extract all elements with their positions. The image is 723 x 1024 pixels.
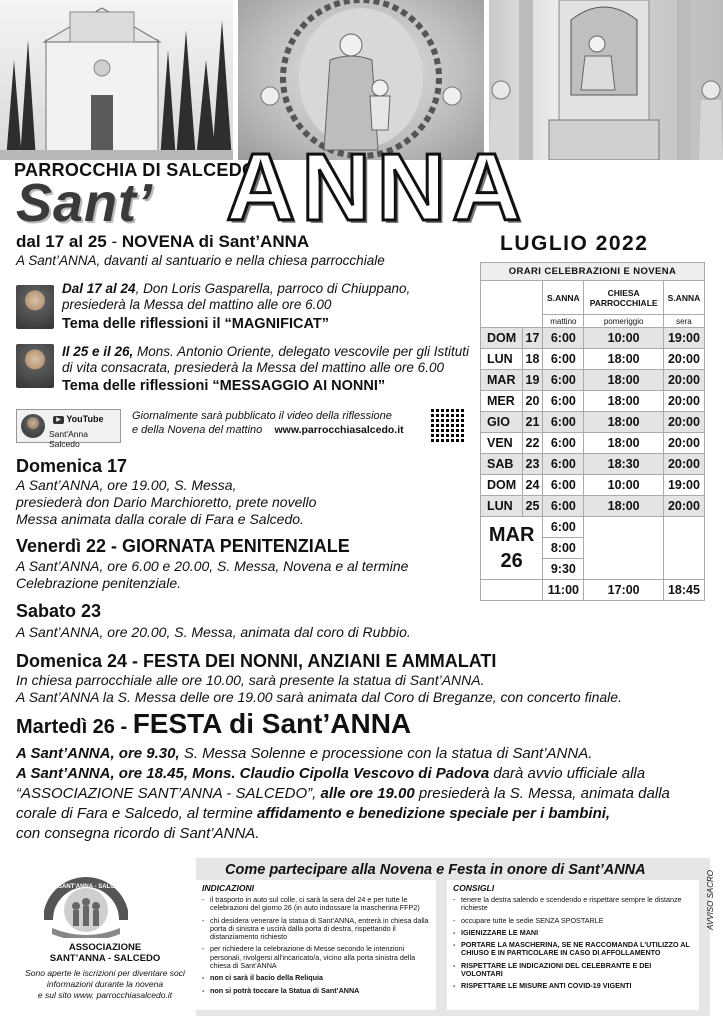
row-time-santanna-morning: 6:00	[543, 475, 584, 496]
row-day: SAB	[481, 454, 523, 475]
schedule-row	[481, 496, 705, 517]
avviso-sacro: AVVISO SACRO	[706, 869, 715, 930]
mar26-blank-c	[663, 517, 704, 580]
schedule-rows	[481, 328, 705, 517]
mar26-time-3: 9:30	[543, 559, 584, 580]
website-link[interactable]: www.parrocchiasalcedo.it	[274, 424, 404, 436]
bullet-icon: -	[202, 915, 205, 925]
assoc-info-1: Sono aperte le iscrizioni per diventare soci	[25, 968, 185, 978]
row-num: 20	[522, 391, 543, 412]
bullet-icon: -	[202, 985, 205, 995]
ven22-line2: Celebrazione penitenziale.	[16, 575, 181, 591]
assoc-info	[14, 968, 196, 1001]
mar26-blank-label	[481, 580, 543, 601]
bullet-icon: -	[453, 915, 456, 925]
p2-tema: Tema delle riflessioni “MESSAGGIO AI NONNI”	[62, 378, 386, 394]
advice-item: - RISPETTARE LE INDICAZIONI DEL CELEBRANTE E DEI VOLONTARI	[453, 960, 652, 979]
advice-panel	[447, 880, 699, 1010]
row-time-santanna-morning: 6:00	[543, 433, 584, 454]
title-anna: ANNA	[226, 134, 528, 241]
row-day: MER	[481, 391, 523, 412]
dom17-line3: Messa animata dalla corale di Fara e Salcedo.	[16, 511, 304, 527]
row-time-santanna-evening: 20:00	[663, 370, 704, 391]
sub-mattino: mattino	[543, 315, 584, 328]
mar26-l4b: affidamento e benedizione speciale per i bambini,	[256, 805, 611, 822]
row-day: VEN	[481, 433, 523, 454]
mar26-l3c: presiederà la S. Messa, animata dalla	[414, 785, 670, 802]
video-text1: Giornalmente sarà pubblicato il video della riflessione	[132, 410, 392, 422]
mar26-day-label: Martedì 26 -	[16, 716, 133, 738]
ven22-line1: A Sant’ANNA, ore 6.00 e 20.00, S. Messa, Novena e al termine	[16, 558, 409, 574]
novena-text: NOVENA di Sant’ANNA	[121, 232, 310, 251]
row-time-santanna-evening: 20:00	[663, 391, 704, 412]
schedule-table	[480, 262, 705, 601]
schedule-blank-sub	[481, 315, 543, 328]
novena-p2	[62, 344, 469, 376]
row-num: 24	[522, 475, 543, 496]
advice-item: - PORTARE LA MASCHERINA, SE NE RACCOMANDA L'UTILIZZO AL CHIUSO E IN PARTICOLARE IN CASO DI AFFOLLAMENTO	[453, 940, 690, 958]
row-time-chiesa: 18:00	[584, 496, 664, 517]
sub-sera: sera	[663, 315, 704, 328]
indication-item: - non ci sarà il bacio della Reliquia	[202, 973, 324, 983]
festa-title: FESTA di Sant’ANNA	[132, 708, 412, 739]
info-heading: Come partecipare alla Novena e Festa in onore di Sant’ANNA	[225, 862, 646, 878]
row-day: LUN	[481, 496, 523, 517]
mar26-body	[16, 744, 670, 844]
novena-p1	[62, 281, 410, 313]
row-time-chiesa: 18:00	[584, 391, 664, 412]
row-day: DOM	[481, 328, 523, 349]
row-day: LUN	[481, 349, 523, 370]
novena-subtitle: A Sant’ANNA, davanti al santuario e nella chiesa parrocchiale	[16, 253, 385, 268]
p1-text1: , Don Loris Gasparella, parroco di Chiuppano,	[135, 281, 411, 296]
mar26-time-1: 6:00	[543, 517, 584, 538]
p2-text2: di vita consacrata, presiederà la Messa del mattino alle ore 6.00	[62, 360, 444, 375]
mar26-time-2: 8:00	[543, 538, 584, 559]
row-num: 23	[522, 454, 543, 475]
row-day: MAR	[481, 370, 523, 391]
schedule-row	[481, 349, 705, 370]
row-time-santanna-morning: 6:00	[543, 328, 584, 349]
col-santanna-2: S.ANNA	[663, 281, 704, 315]
mar26-l2b: darà avvio ufficiale alla	[489, 765, 646, 782]
channel-avatar	[21, 414, 45, 438]
assoc-name-2: SANT’ANNA - SALCEDO	[49, 953, 161, 964]
youtube-channel: Sant'Anna Salcedo	[49, 429, 88, 449]
mar26-day: MAR	[488, 524, 535, 546]
advice-title: CONSIGLI	[453, 883, 495, 893]
sab23-title: Sabato 23	[16, 601, 102, 621]
mar26-cell	[481, 517, 543, 580]
indications-panel	[196, 880, 436, 1010]
mar26-blank-b	[584, 517, 664, 580]
row-time-santanna-evening: 20:00	[663, 433, 704, 454]
priest-photo-2	[16, 344, 54, 388]
schedule-row	[481, 475, 705, 496]
col-chiesa	[584, 281, 664, 315]
mar26-last-b: 17:00	[584, 580, 664, 601]
mar26-last-c: 18:45	[663, 580, 704, 601]
row-day: GIO	[481, 412, 523, 433]
row-time-santanna-evening: 20:00	[663, 454, 704, 475]
row-time-santanna-evening: 20:00	[663, 412, 704, 433]
bullet-icon: -	[202, 895, 205, 904]
assoc-info-2: informazioni durante la novena	[46, 979, 164, 989]
advice-item: - occupare tutte le sedie SENZA SPOSTARLE	[453, 915, 604, 925]
schedule-row	[481, 412, 705, 433]
schedule-row	[481, 328, 705, 349]
bullet-icon: -	[453, 981, 456, 991]
row-time-chiesa: 18:00	[584, 349, 664, 370]
indications-list	[196, 896, 436, 995]
video-text2: e della Novena del mattino	[132, 424, 263, 436]
parish-name: PARROCCHIA DI SALCEDO	[14, 160, 257, 180]
dom24-line1: In chiesa parrocchiale alle ore 10.00, sarà presente la statua di Sant’ANNA.	[16, 672, 485, 688]
association-logo	[44, 868, 128, 938]
novena-date: dal 17 al 25	[16, 232, 107, 251]
p1-date: Dal 17 al 24	[62, 281, 136, 296]
mar26-l2a: A Sant’ANNA, ore 18.45, Mons. Claudio Cipolla Vescovo di Padova	[16, 765, 490, 782]
sab23-line1: A Sant’ANNA, ore 20.00, S. Messa, animata dal coro di Rubbio.	[16, 624, 411, 640]
row-time-santanna-morning: 6:00	[543, 370, 584, 391]
schedule-row	[481, 391, 705, 412]
row-num: 21	[522, 412, 543, 433]
dom17-body	[16, 477, 316, 528]
video-info	[132, 409, 404, 437]
row-num: 25	[522, 496, 543, 517]
mar26-l4a: corale di Fara e Salcedo, al termine	[16, 805, 257, 822]
bullet-icon: -	[453, 927, 456, 937]
row-num: 18	[522, 349, 543, 370]
dom17-title: Domenica 17	[16, 456, 128, 476]
mar26-l1a: A Sant’ANNA, ore 9.30,	[16, 745, 180, 762]
play-icon: ▶	[53, 416, 64, 424]
dom24-title: Domenica 24 - FESTA DEI NONNI, ANZIANI E AMMALATI	[16, 651, 497, 671]
novena-title	[16, 232, 309, 252]
row-time-santanna-evening: 20:00	[663, 496, 704, 517]
youtube-badge[interactable]	[16, 409, 121, 449]
bullet-icon: -	[453, 895, 456, 904]
row-time-santanna-morning: 6:00	[543, 454, 584, 475]
row-time-chiesa: 10:00	[584, 475, 664, 496]
row-time-chiesa: 18:00	[584, 370, 664, 391]
logo-ring-text: SANT'ANNA - SALCEDO	[58, 884, 128, 890]
row-time-santanna-morning: 6:00	[543, 496, 584, 517]
col-chiesa-1: CHIESA	[607, 287, 640, 298]
mar26-l1b: S. Messa Solenne e processione con la statua di Sant’ANNA.	[179, 745, 593, 762]
schedule-row	[481, 433, 705, 454]
assoc-name-1: ASSOCIAZIONE	[68, 942, 142, 953]
row-num: 22	[522, 433, 543, 454]
indication-item: - non si potrà toccare la Statua di Sant’ANNA	[202, 985, 360, 995]
mar26-title	[16, 708, 411, 740]
title-sant: Sant’	[16, 173, 154, 233]
dom17-line1: A Sant’ANNA, ore 19.00, S. Messa,	[16, 477, 237, 493]
month-title: LUGLIO 2022	[500, 232, 649, 255]
church-photo	[0, 0, 233, 160]
dom24-line2: A Sant’ANNA la S. Messa delle ore 19.00 sarà animata dal Coro di Breganze, con concerto finale.	[16, 689, 622, 705]
qr-code[interactable]	[431, 407, 466, 442]
p2-text1: Mons. Antonio Oriente, delegato vescovile per gli Istituti	[133, 344, 469, 359]
mar26-l3a: “ASSOCIAZIONE SANT’ANNA - SALCEDO”,	[16, 785, 317, 802]
p1-tema: Tema delle riflessioni il “MAGNIFICAT”	[62, 316, 329, 332]
priest-photo-1	[16, 285, 54, 329]
indication-item: - per richiedere la celebrazione di Messe secondo le intenzioni personali, rivolgersi all'incaricato/a, vicino alla porta sinistra della chiesa di Sant’ANNA	[202, 944, 416, 971]
bullet-icon: -	[453, 960, 456, 970]
schedule-title: ORARI CELEBRAZIONI E NOVENA	[481, 263, 705, 281]
mar26-l5: con consegna ricordo di Sant’ANNA.	[16, 825, 260, 842]
assoc-info-3: e sul sito www. parrocchiasalcedo.it	[37, 990, 173, 1000]
mar26-num: 26	[500, 550, 523, 572]
mar26-last-a: 11:00	[543, 580, 584, 601]
row-num: 17	[522, 328, 543, 349]
row-time-santanna-morning: 6:00	[543, 391, 584, 412]
dom24-body	[16, 672, 622, 706]
mar26-l3b: alle ore 19.00	[316, 785, 415, 802]
assoc-name	[14, 942, 196, 964]
schedule-blank	[481, 281, 543, 315]
indication-item: - il trasporto in auto sul colle, ci sarà la sera del 24 e per tutte le celebrazioni del giorno 26 (in auto indossare la mascherina FFP2)	[202, 895, 420, 913]
advice-list	[447, 896, 699, 991]
indication-item: - chi desidera venerare la statua di Sant’ANNA, entrerà in chiesa dalla porta di sinistra e uscirà dalla porta di destra, rispettando il distanziamento richiesto	[202, 915, 429, 942]
bullet-icon: -	[202, 973, 205, 983]
youtube-logo	[53, 414, 104, 424]
row-time-santanna-evening: 20:00	[663, 349, 704, 370]
row-time-santanna-evening: 19:00	[663, 328, 704, 349]
row-time-santanna-morning: 6:00	[543, 349, 584, 370]
sub-pomeriggio: pomeriggio	[584, 315, 664, 328]
row-time-chiesa: 10:00	[584, 328, 664, 349]
schedule-row	[481, 370, 705, 391]
row-num: 19	[522, 370, 543, 391]
col-santanna-1: S.ANNA	[543, 281, 584, 315]
col-chiesa-2: PARROCCHIALE	[589, 297, 658, 308]
advice-item: - RISPETTARE LE MISURE ANTI COVID-19 VIGENTI	[453, 981, 632, 991]
novena-separator: -	[106, 232, 122, 251]
dom17-line2: presiederà don Dario Marchioretto, prete novello	[16, 494, 317, 510]
indications-title: INDICAZIONI	[202, 883, 254, 893]
ven22-title: Venerdì 22 - GIORNATA PENITENZIALE	[16, 536, 350, 556]
advice-item: - IGIENIZZARE LE MANI	[453, 927, 539, 937]
ven22-body	[16, 558, 408, 592]
bullet-icon: -	[453, 940, 456, 950]
schedule-row	[481, 454, 705, 475]
row-time-santanna-morning: 6:00	[543, 412, 584, 433]
row-time-chiesa: 18:00	[584, 433, 664, 454]
youtube-label: YouTube	[66, 414, 104, 424]
row-time-chiesa: 18:30	[584, 454, 664, 475]
row-day: DOM	[481, 475, 523, 496]
p1-text2: presiederà la Messa del mattino alle ore 6.00	[62, 297, 332, 312]
bullet-icon: -	[202, 944, 205, 954]
advice-item: - tenere la destra salendo e scendendo e rispettare sempre le distanze richieste	[453, 895, 682, 913]
row-time-chiesa: 18:00	[584, 412, 664, 433]
p2-date: Il 25 e il 26,	[62, 344, 134, 359]
row-time-santanna-evening: 19:00	[663, 475, 704, 496]
